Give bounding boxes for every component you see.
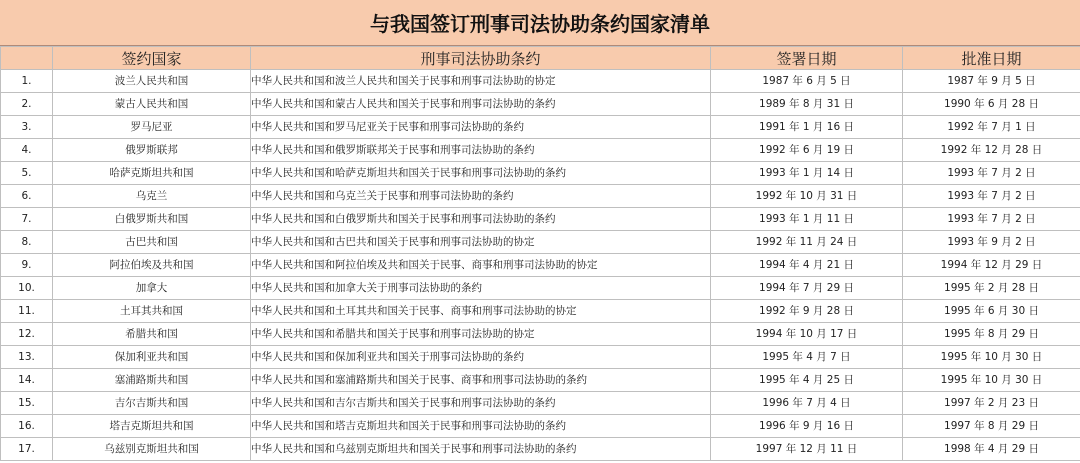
signed-date-cell[interactable]: 1993 年 1 月 14 日	[711, 162, 903, 185]
signed-date-cell[interactable]: 1995 年 4 月 7 日	[711, 346, 903, 369]
sheet-title: 与我国签订刑事司法协助条约国家清单	[0, 0, 1080, 46]
treaty-cell[interactable]: 中华人民共和国和哈萨克斯坦共和国关于民事和刑事司法协助的条约	[251, 162, 711, 185]
ratified-date-cell[interactable]: 1995 年 10 月 30 日	[903, 369, 1080, 392]
row-number-cell[interactable]: 5.	[1, 162, 53, 185]
treaty-cell[interactable]: 中华人民共和国和加拿大关于刑事司法协助的条约	[251, 277, 711, 300]
country-cell[interactable]: 阿拉伯埃及共和国	[53, 254, 251, 277]
header-country[interactable]: 签约国家	[53, 47, 251, 70]
ratified-date-cell[interactable]: 1993 年 9 月 2 日	[903, 231, 1080, 254]
ratified-date-cell[interactable]: 1992 年 7 月 1 日	[903, 116, 1080, 139]
country-cell[interactable]: 俄罗斯联邦	[53, 139, 251, 162]
signed-date-cell[interactable]: 1994 年 7 月 29 日	[711, 277, 903, 300]
row-number-cell[interactable]: 1.	[1, 70, 53, 93]
row-number-cell[interactable]: 8.	[1, 231, 53, 254]
ratified-date-cell[interactable]: 1995 年 6 月 30 日	[903, 300, 1080, 323]
table-row	[1, 185, 1080, 208]
table-body	[1, 70, 1080, 461]
row-number-cell[interactable]: 6.	[1, 185, 53, 208]
row-number-cell[interactable]: 11.	[1, 300, 53, 323]
treaty-cell[interactable]: 中华人民共和国和保加利亚共和国关于刑事司法协助的条约	[251, 346, 711, 369]
ratified-date-cell[interactable]: 1997 年 8 月 29 日	[903, 415, 1080, 438]
treaty-cell[interactable]: 中华人民共和国和塞浦路斯共和国关于民事、商事和刑事司法协助的条约	[251, 369, 711, 392]
treaty-table	[0, 46, 1080, 461]
table-row	[1, 93, 1080, 116]
treaty-cell[interactable]: 中华人民共和国和塔吉克斯坦共和国关于民事和刑事司法协助的条约	[251, 415, 711, 438]
signed-date-cell[interactable]: 1992 年 11 月 24 日	[711, 231, 903, 254]
table-row	[1, 323, 1080, 346]
signed-date-cell[interactable]: 1992 年 6 月 19 日	[711, 139, 903, 162]
country-cell[interactable]: 加拿大	[53, 277, 251, 300]
country-cell[interactable]: 希腊共和国	[53, 323, 251, 346]
signed-date-cell[interactable]: 1989 年 8 月 31 日	[711, 93, 903, 116]
table-row	[1, 139, 1080, 162]
country-cell[interactable]: 白俄罗斯共和国	[53, 208, 251, 231]
row-number-cell[interactable]: 9.	[1, 254, 53, 277]
row-number-cell[interactable]: 12.	[1, 323, 53, 346]
ratified-date-cell[interactable]: 1993 年 7 月 2 日	[903, 162, 1080, 185]
country-cell[interactable]: 哈萨克斯坦共和国	[53, 162, 251, 185]
table-row	[1, 70, 1080, 93]
table-row	[1, 231, 1080, 254]
row-number-cell[interactable]: 17.	[1, 438, 53, 461]
header-row	[1, 47, 1080, 70]
header-num[interactable]	[1, 47, 53, 70]
treaty-cell[interactable]: 中华人民共和国和吉尔吉斯共和国关于民事和刑事司法协助的条约	[251, 392, 711, 415]
treaty-cell[interactable]: 中华人民共和国和波兰人民共和国关于民事和刑事司法协助的协定	[251, 70, 711, 93]
country-cell[interactable]: 塔吉克斯坦共和国	[53, 415, 251, 438]
table-row	[1, 438, 1080, 461]
treaty-cell[interactable]: 中华人民共和国和乌兹别克斯坦共和国关于民事和刑事司法协助的条约	[251, 438, 711, 461]
treaty-cell[interactable]: 中华人民共和国和希腊共和国关于民事和刑事司法协助的协定	[251, 323, 711, 346]
signed-date-cell[interactable]: 1994 年 4 月 21 日	[711, 254, 903, 277]
table-row	[1, 116, 1080, 139]
signed-date-cell[interactable]: 1987 年 6 月 5 日	[711, 70, 903, 93]
treaty-cell[interactable]: 中华人民共和国和阿拉伯埃及共和国关于民事、商事和刑事司法协助的协定	[251, 254, 711, 277]
treaty-cell[interactable]: 中华人民共和国和蒙古人民共和国关于民事和刑事司法协助的条约	[251, 93, 711, 116]
treaty-cell[interactable]: 中华人民共和国和罗马尼亚关于民事和刑事司法协助的条约	[251, 116, 711, 139]
country-cell[interactable]: 蒙古人民共和国	[53, 93, 251, 116]
row-number-cell[interactable]: 7.	[1, 208, 53, 231]
ratified-date-cell[interactable]: 1990 年 6 月 28 日	[903, 93, 1080, 116]
signed-date-cell[interactable]: 1992 年 9 月 28 日	[711, 300, 903, 323]
header-ratified-date[interactable]: 批准日期	[903, 47, 1080, 70]
table-row	[1, 300, 1080, 323]
ratified-date-cell[interactable]: 1993 年 7 月 2 日	[903, 208, 1080, 231]
ratified-date-cell[interactable]: 1994 年 12 月 29 日	[903, 254, 1080, 277]
table-row	[1, 277, 1080, 300]
ratified-date-cell[interactable]: 1997 年 2 月 23 日	[903, 392, 1080, 415]
table-row	[1, 369, 1080, 392]
row-number-cell[interactable]: 14.	[1, 369, 53, 392]
ratified-date-cell[interactable]: 1995 年 8 月 29 日	[903, 323, 1080, 346]
signed-date-cell[interactable]: 1995 年 4 月 25 日	[711, 369, 903, 392]
ratified-date-cell[interactable]: 1992 年 12 月 28 日	[903, 139, 1080, 162]
header-signed-date[interactable]: 签署日期	[711, 47, 903, 70]
table-row	[1, 346, 1080, 369]
row-number-cell[interactable]: 16.	[1, 415, 53, 438]
country-cell[interactable]: 土耳其共和国	[53, 300, 251, 323]
treaty-cell[interactable]: 中华人民共和国和俄罗斯联邦关于民事和刑事司法协助的条约	[251, 139, 711, 162]
treaty-cell[interactable]: 中华人民共和国和白俄罗斯共和国关于民事和刑事司法协助的条约	[251, 208, 711, 231]
ratified-date-cell[interactable]: 1987 年 9 月 5 日	[903, 70, 1080, 93]
ratified-date-cell[interactable]: 1995 年 10 月 30 日	[903, 346, 1080, 369]
signed-date-cell[interactable]: 1997 年 12 月 11 日	[711, 438, 903, 461]
country-cell[interactable]: 波兰人民共和国	[53, 70, 251, 93]
country-cell[interactable]: 乌兹别克斯坦共和国	[53, 438, 251, 461]
table-row	[1, 162, 1080, 185]
signed-date-cell[interactable]: 1996 年 9 月 16 日	[711, 415, 903, 438]
country-cell[interactable]: 罗马尼亚	[53, 116, 251, 139]
signed-date-cell[interactable]: 1996 年 7 月 4 日	[711, 392, 903, 415]
country-cell[interactable]: 古巴共和国	[53, 231, 251, 254]
row-number-cell[interactable]: 4.	[1, 139, 53, 162]
treaty-cell[interactable]: 中华人民共和国和乌克兰关于民事和刑事司法协助的条约	[251, 185, 711, 208]
signed-date-cell[interactable]: 1991 年 1 月 16 日	[711, 116, 903, 139]
country-cell[interactable]: 乌克兰	[53, 185, 251, 208]
row-number-cell[interactable]: 15.	[1, 392, 53, 415]
country-cell[interactable]: 塞浦路斯共和国	[53, 369, 251, 392]
table-row	[1, 392, 1080, 415]
ratified-date-cell[interactable]: 1993 年 7 月 2 日	[903, 185, 1080, 208]
signed-date-cell[interactable]: 1994 年 10 月 17 日	[711, 323, 903, 346]
ratified-date-cell[interactable]: 1995 年 2 月 28 日	[903, 277, 1080, 300]
ratified-date-cell[interactable]: 1998 年 4 月 29 日	[903, 438, 1080, 461]
country-cell[interactable]: 吉尔吉斯共和国	[53, 392, 251, 415]
treaty-cell[interactable]: 中华人民共和国和土耳其共和国关于民事、商事和刑事司法协助的协定	[251, 300, 711, 323]
signed-date-cell[interactable]: 1993 年 1 月 11 日	[711, 208, 903, 231]
table-row	[1, 208, 1080, 231]
treaty-cell[interactable]: 中华人民共和国和古巴共和国关于民事和刑事司法协助的协定	[251, 231, 711, 254]
table-row	[1, 254, 1080, 277]
row-number-cell[interactable]: 13.	[1, 346, 53, 369]
country-cell[interactable]: 保加利亚共和国	[53, 346, 251, 369]
row-number-cell[interactable]: 3.	[1, 116, 53, 139]
row-number-cell[interactable]: 10.	[1, 277, 53, 300]
table-row	[1, 415, 1080, 438]
row-number-cell[interactable]: 2.	[1, 93, 53, 116]
signed-date-cell[interactable]: 1992 年 10 月 31 日	[711, 185, 903, 208]
header-treaty[interactable]: 刑事司法协助条约	[251, 47, 711, 70]
